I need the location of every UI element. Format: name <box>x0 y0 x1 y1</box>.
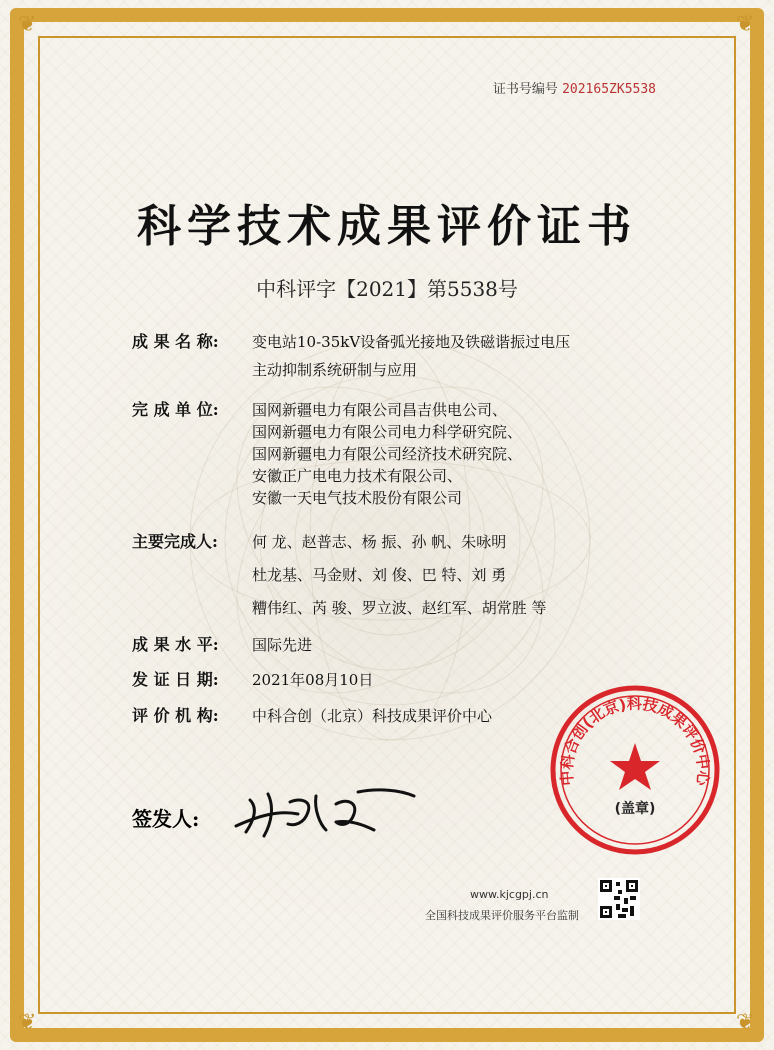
completing-units-label: 完 成 单 位: <box>132 400 219 419</box>
seal-center-text: (盖章) <box>614 801 656 817</box>
handwritten-signature <box>228 780 418 842</box>
achievement-name-line-2: 主动抑制系统研制与应用 <box>252 361 418 379</box>
official-seal <box>548 683 722 857</box>
completing-unit-3: 国网新疆电力有限公司经济技术研究院、 <box>252 445 523 463</box>
achievement-name-label: 成 果 名 称: <box>132 332 219 351</box>
completing-unit-1: 国网新疆电力有限公司昌吉供电公司、 <box>252 401 508 419</box>
qr-code-icon[interactable] <box>598 878 640 920</box>
ornament-icon-top-right: ❦ <box>736 12 755 37</box>
certificate-number <box>493 78 656 97</box>
certificate-title: 科学技术成果评价证书 <box>137 201 637 252</box>
issue-date-label: 发 证 日 期: <box>132 670 219 689</box>
evaluation-agency-value: 中科合创（北京）科技成果评价中心 <box>252 707 493 725</box>
seal-ring-text: 中科合创(北京)科技成果评价中心 <box>557 694 713 787</box>
main-completers-line-3: 糟伟红、芮 骏、罗立波、赵红军、胡常胜 等 <box>252 599 547 617</box>
achievement-level-value: 国际先进 <box>252 636 313 654</box>
completing-unit-2: 国网新疆电力有限公司电力科学研究院、 <box>252 423 523 441</box>
main-completers-label: 主要完成人: <box>132 532 218 551</box>
seal-star-icon <box>610 743 660 790</box>
certificate-number-label: 证书号编号 <box>492 82 558 97</box>
completing-unit-4: 安徽正广电电力技术有限公司、 <box>252 467 463 485</box>
main-completers-line-1: 何 龙、赵普志、杨 振、孙 帆、朱咏明 <box>252 533 507 551</box>
signer-label: 签发人: <box>132 807 200 831</box>
footer-platform: 全国科技成果评价服务平台监制 <box>425 909 579 922</box>
achievement-name-line-1: 变电站10-35kV设备弧光接地及铁磁谐振过电压 <box>252 333 571 351</box>
ornament-icon-bottom-left: ❦ <box>18 1010 37 1035</box>
issue-date-value: 2021年08月10日 <box>252 671 374 689</box>
achievement-level-label: 成 果 水 平: <box>132 635 219 654</box>
evaluation-agency-label: 评 价 机 构: <box>132 706 219 725</box>
completing-unit-5: 安徽一天电气技术股份有限公司 <box>252 489 463 507</box>
main-completers-line-2: 杜龙基、马金财、刘 俊、巴 特、刘 勇 <box>252 566 507 584</box>
ornament-icon-top-left: ❦ <box>18 12 37 37</box>
ornament-icon-bottom-right: ❦ <box>736 1010 755 1035</box>
certificate-subtitle: 中科评字【2021】第5538号 <box>256 277 518 301</box>
certificate-number-value: 202165ZK5538 <box>562 82 656 97</box>
footer-website[interactable]: www.kjcgpj.cn <box>470 888 549 901</box>
